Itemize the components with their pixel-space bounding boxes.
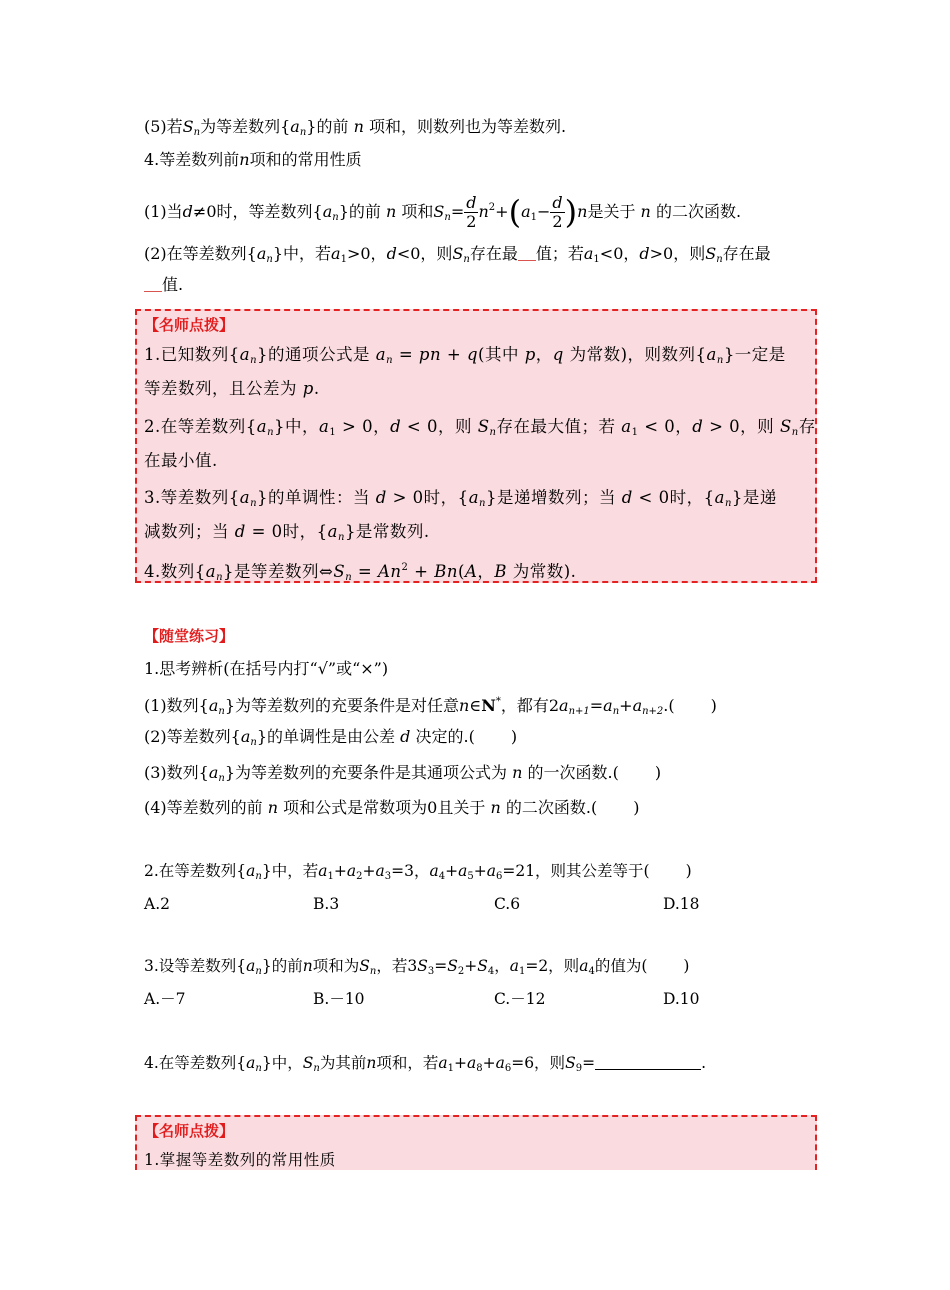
q3-option-a: A.－7 [144,990,186,1008]
tip1-line-5: 3.等差数列$\{a_n\}$的单调性：当 d > 0时，$\{a_n\}$是递增数列；当 d < 0时，$\{a_n\}$是递 [144,488,777,509]
sec1-property-2-cont: 值. [144,274,183,296]
tip-box-2-title: 【名师点拨】 [144,1122,235,1140]
q3-option-c: C.－12 [494,990,546,1008]
sec1-property-1: (1)当d≠0时，等差数列$\{a_n\}$的前 n 项和$S_n=$ $\frac{d}{2}$ $n^2+(a_1-$ $\frac{d}{2}$ )n是关于 n 的二次函数. [144,193,742,231]
practice-q2: 2.在等差数列$\{a_n\}$中，若$a_1+a_2+a_3=3$，$a_4+a_5+a_6=21$，则其公差等于( ) [144,862,692,882]
practice-q1-1: (1)数列$\{a_n\}$为等差数列的充要条件是对任意n∈N*，都有$2a_{n+1}=a_n+a_{n+2}$.( ) [144,696,717,717]
tip1-line-1: 1.已知数列$\{a_n\}$的通项公式是 $a_n$ = pn + q(其中 p，q 为常数)，则数列$\{a_n\}$一定是 [144,345,786,366]
tip1-line-3: 2.在等差数列$\{a_n\}$中，$a_1 > 0$，d < 0，则 $S_n$存在最大值；若 $a_1 < 0$，d > 0，则 $S_n$存 [144,417,816,438]
fraction-d-over-2: $\frac{d}{2}$ [466,193,477,231]
tip1-line-7: 4.数列$\{a_n\}$是等差数列$\Leftrightarrow S_n = An^2 + Bn(A$，B 为常数). [144,562,577,583]
fill-blank [518,244,536,261]
tip1-line-6: 减数列；当 d = 0时，$\{a_n\}$是常数列. [144,522,430,543]
q2-option-a: A.2 [144,895,170,913]
q2-option-d: D.18 [663,895,700,913]
practice-q4: 4.在等差数列$\{a_n\}$中，$S_n$为其前n项和，若$a_1+a_8+a_6=6$，则$S_9=$ . [144,1054,706,1074]
q3-option-b: B.－10 [313,990,365,1008]
practice-q3: 3.设等差数列$\{a_n\}$的前n项和为$S_n$，若$3S_3=S_2+S_4$，$a_1=2$，则$a_4$的值为( ) [144,957,690,977]
tip1-line-2: 等差数列，且公差为 p. [144,379,320,398]
q2-option-b: B.3 [313,895,340,913]
sec1-property-2: (2)在等差数列$\{a_n\}$中，若$a_1>0$，d<0，则$S_n$存在最 值；若$a_1<0$，d>0，则$S_n$存在最 [144,244,771,265]
fill-blank [144,275,162,292]
tip2-line-1: 1.掌握等差数列的常用性质 [144,1151,336,1169]
fraction-d-over-2-b: $\frac{d}{2}$ [552,193,563,231]
q2-option-c: C.6 [494,895,521,913]
practice-q1-4: (4)等差数列的前 n 项和公式是常数项为0且关于 n 的二次函数.( ) [144,798,640,817]
practice-title: 【随堂练习】 [144,627,235,645]
sec1-heading-4: 4.等差数列前n项和的常用性质 [144,150,362,169]
practice-q1-2: (2)等差数列$\{a_n\}$的单调性是由公差 d 决定的.( ) [144,727,518,748]
q3-option-d: D.10 [663,990,700,1008]
tip-box-1-title: 【名师点拨】 [144,316,235,334]
sec1-line-5: (5)若$S_n$为等差数列$\{a_n\}$的前 n 项和，则数列也为等差数列. [144,117,567,138]
answer-blank [595,1053,701,1070]
practice-q1: 1.思考辨析(在括号内打“√”或“×”) [144,659,389,678]
practice-q1-3: (3)数列$\{a_n\}$为等差数列的充要条件是其通项公式为 n 的一次函数.( ) [144,763,662,784]
tip1-line-4: 在最小值. [144,451,218,470]
